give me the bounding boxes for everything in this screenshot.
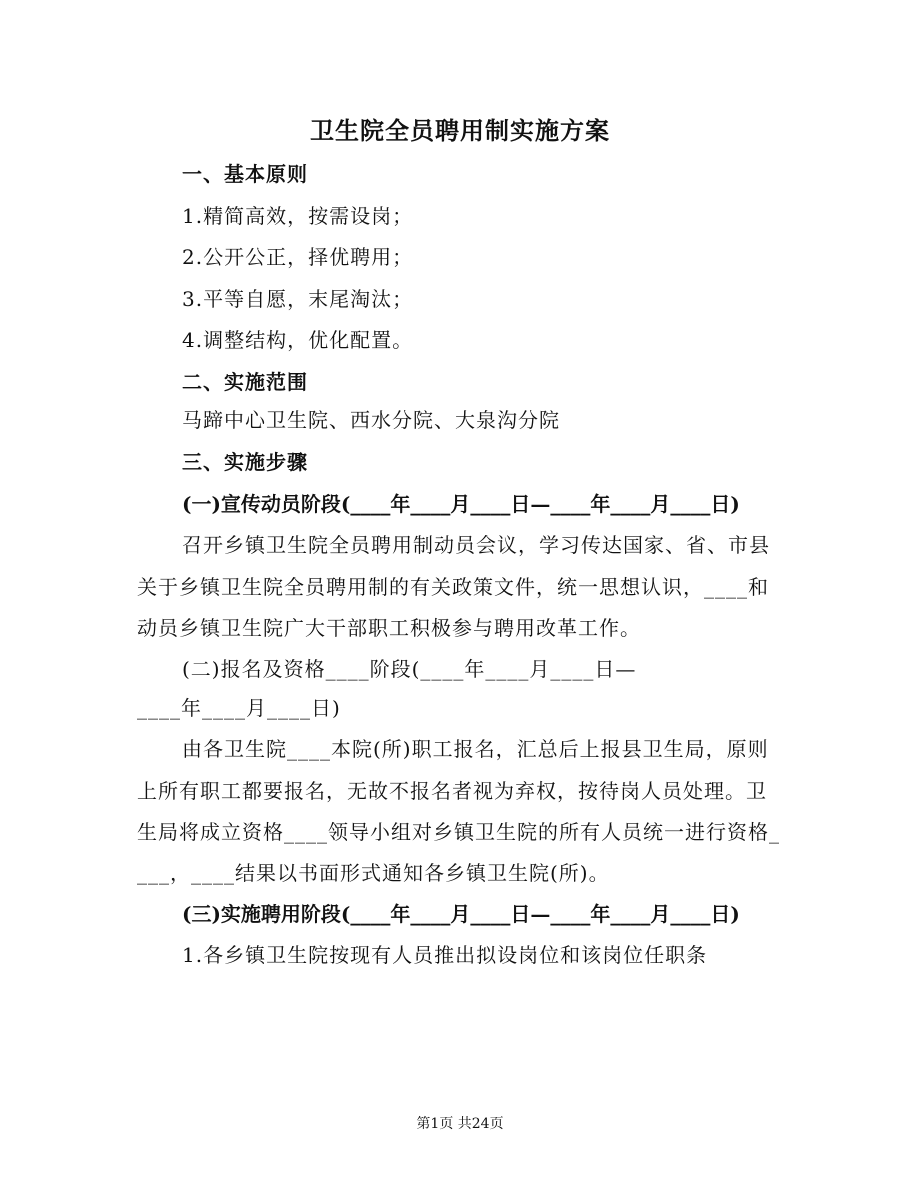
step-1-paragraph-line-3: 动员乡镇卫生院广大干部职工积极参与聘用改革工作。 — [137, 616, 641, 640]
scope-text: 马蹄中心卫生院、西水分院、大泉沟分院 — [182, 408, 560, 432]
principle-item-4: 4.调整结构，优化配置。 — [182, 328, 414, 352]
section-heading-principles: 一、基本原则 — [182, 162, 308, 186]
step-3-item-1: 1.各乡镇卫生院按现有人员推出拟设岗位和该岗位任职条 — [182, 943, 708, 967]
step-1-heading: (一)宣传动员阶段(____年____月____日—____年____月____日) — [182, 492, 740, 516]
principle-item-3: 3.平等自愿，末尾淘汰； — [182, 287, 414, 311]
step-2-paragraph-line-4: ___，____结果以书面形式通知各乡镇卫生院(所)。 — [137, 861, 610, 885]
step-3-heading: (三)实施聘用阶段(____年____月____日—____年____月____日) — [182, 902, 740, 926]
step-1-paragraph-line-2: 关于乡镇卫生院全员聘用制的有关政策文件，统一思想认识，____和 — [137, 575, 769, 599]
section-heading-steps: 三、实施步骤 — [182, 450, 308, 474]
step-2-heading-line-1: (二)报名及资格____阶段(____年____月____日— — [182, 657, 637, 681]
principle-item-2: 2.公开公正，择优聘用； — [182, 245, 414, 269]
principle-item-1: 1.精简高效，按需设岗； — [182, 204, 414, 228]
step-2-paragraph-line-1: 由各卫生院____本院(所)职工报名，汇总后上报县卫生局，原则 — [182, 737, 769, 761]
document-title: 卫生院全员聘用制实施方案 — [310, 116, 610, 145]
step-2-paragraph-line-2: 上所有职工都要报名，无故不报名者视为弃权，按待岗人员处理。卫 — [137, 779, 767, 803]
section-heading-scope: 二、实施范围 — [182, 370, 308, 394]
page-number-footer: 第1页 共24页 — [416, 1116, 504, 1132]
step-1-paragraph-line-1: 召开乡镇卫生院全员聘用制动员会议，学习传达国家、省、市县 — [182, 533, 770, 557]
step-2-paragraph-line-3: 生局将成立资格____领导小组对乡镇卫生院的所有人员统一进行资格_ — [137, 820, 780, 844]
step-2-heading-line-2: ____年____月____日) — [137, 696, 341, 720]
